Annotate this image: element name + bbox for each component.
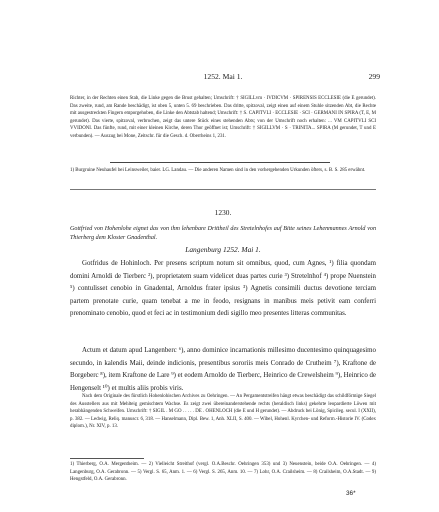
seal-description-paragraph — [70, 95, 376, 140]
seal-description-text: Richter, in der Rechten einen Stab, die Linke gegen die Brust gehalten; Umschrift: † SIGILLvm · IVDICVM · SPIRENSIS ECCLESIE (die E gerundet). Das zweite, rund, am Rande beschädigt, ist oben 5, unten 5. 69 beschrieben. Das dritte, spitzoval, zeigt einen auf einem Stuhle sitzenden Abt, die Rechte mit ausgestreckten Fingern emporgehoben, die Linke den Abtstab haltend; Umschrift: † S. CAPITVLI · ECCLESIE · SCI · GERMANI IN SPIRA (T, E, M gerundet). Das vierte, spitzoval, verbrochen, zeigt das untere Stück eines stehenden Abts; von der Umschrift noch erhalten: ... VM CAPITVLI SCI VVIDONI. Das fünfte, rund, mit einer kleinen Kirche, deren Thor geöffnet ist; Umschrift: † SIGILLVM · S · TRINITA... SPIRA (M gerundet, T und E verbunden). — Auszug bei Mone, Zeitschr. für die Gesch. d. Oberrheins 1, 231. — [70, 96, 376, 139]
charter-paragraph-2: Actum et datum apud Langenberc ⁶), anno dominice incarnationis millesimo ducentesimo quinquagesimo secundo, in kalendis Maii, deinde indicionis, presentibus sororiis meis Conrado de Crutheim ⁷), Kraftone de Borgeberc ⁸), item Kraftone de Lare ⁹) et eodem Arnoldo de Tierberc, Heinrico de Crewelsheim ⁹), Heinrico de Hengenselt ¹⁰) et multis aliis probis viris. — [70, 347, 376, 392]
archive-note — [70, 393, 376, 431]
section-divider — [70, 189, 376, 190]
header-date: 1252. Mai 1. — [203, 72, 243, 81]
footnote-rule — [110, 162, 330, 163]
footnotes-rule — [70, 458, 144, 459]
top-footnote-text: 1) Burgruine Neuhaufel bei Leinsweiler, baier. LG. Landau. — Die anderen Namen sind in den vorhergehenden Urkunden öfters, s. B. S. 285 erwähnt. — [70, 168, 366, 173]
archive-note-text: Nach dem Originale des fürstlich Hohenlohischen Archives zu Oehringen. — An Pergamentstreifen hängt etwas beschädigt das schildförmige Siegel des Ausstellers aus mit Mehlteig gemischtem Wachse. Es zeigt zwei übereinanderstehende rechts (heraldisch links) gekehrte leopardierte Löwen mit herabhängenden Schweifen. Umschrift: † SIGIL . M GO . . . . . DE . OHENLOCH (die E und H gerundet). — Abdruck bei Lönig, Spicileg. secul. I (XXII), p. 382. — Ledwig, Reliq. manuscr. 6, 318. — Hanselmann, Dipl. Bew. 1, Anh. XLII, S. 400. — Wibel, Hohenl. Kyrchen- und Reform.-Historie IV. (Codex diplom.), Nr. XIV, p. 13. — [70, 394, 376, 429]
summary-text: Gottfried von Hohenlohe eignet das von ihm lehenbare Drittheil des Stretelnhofes auf Bitte seines Lehenmannes Arnold von Thierberg dem Kloster Gnadenthal. — [70, 226, 376, 242]
footnotes-text: 1) Thierberg, O.A. Mergentheim. — 2) Vielleicht Streithof (vergl. O.A.Beschr. Oehringen 353) und 3) Neuenstein, beide O.A. Oehringen. — 4) Langenburg, O.A. Gerabronn. — 5) Vergl. S. 65, Anm. 1. — 6) Vergl. S. 265, Anm. 10. — 7) Lohr, O.A. Crailsheim. — 8) Crailsheim, O.A.Stadt. — 9) Hengstfeld, O.A. Gerabronn. — [70, 462, 376, 482]
place-date-line: Langenburg 1252. Mai 1. — [185, 245, 261, 254]
footnotes — [70, 461, 376, 484]
charter-paragraph-1: Gotfridus de Hohinloch. Per presens scriptum notum sit omnibus, quod, cum Agnes, ¹) filia quondam domini Arnoldi de Tierberc ²), proprietatem suam videlicet duas partes curie ³) Stretelnhof ⁴) prope Nuenstein ⁵) contulisset cenobio in Gnadental, Arnoldus frater ipsius ³) Agnetis consimili ductus devotione terciam partem prenotate curie, quam tenebat a me in feodo, resignans in manibus meis petivit eam conferri prenominato cenobio, quod et feci ac in testimonium dedi sigillo meo presentes litteras communitas. — [70, 260, 376, 317]
top-footnote — [70, 167, 376, 175]
page-number: 299 — [368, 72, 380, 81]
charter-text — [70, 258, 376, 321]
document-number: 1230. — [214, 208, 232, 217]
charter-text-2 — [70, 345, 376, 395]
signature-mark: 36* — [346, 490, 356, 497]
running-header — [70, 72, 380, 84]
